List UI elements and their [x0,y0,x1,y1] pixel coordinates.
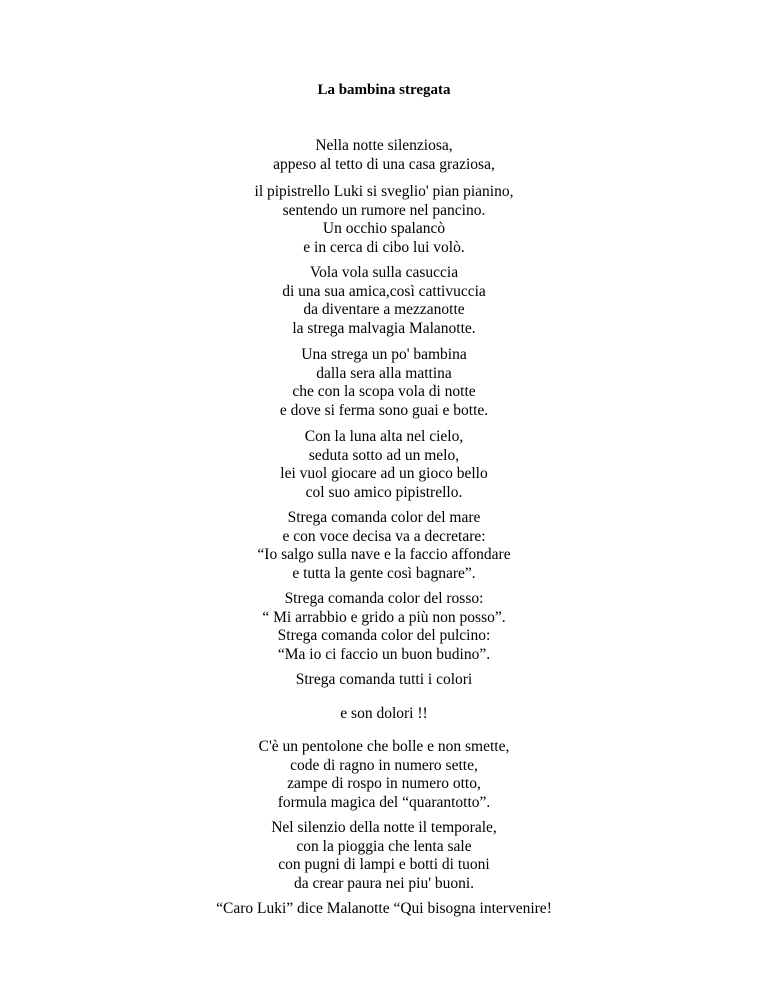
verse-line: “ Mi arrabbio e grido a più non posso”. [262,608,506,626]
verse-line: e dove si ferma sono guai e botte. [279,401,489,419]
stanza [0,183,768,257]
stanza [0,819,768,893]
stanza [0,671,768,690]
verse-line: Vola vola sulla casuccia [309,264,459,281]
stanza [0,590,768,664]
verse-line: Strega comanda tutti i colori [295,671,473,688]
verse-line: e tutta la gente così bagnare”. [292,564,476,582]
verse-line: lei vuol giocare ad un gioco bello [280,465,488,483]
verse-line: dalla sera alla mattina [316,364,452,382]
stanza [0,264,768,338]
verse-line: seduta sotto ad un melo, [308,446,460,464]
verse-line: di una sua amica,così cattivuccia [282,282,486,300]
verse-line: Una strega un po' bambina [301,346,467,363]
verse-line: col suo amico pipistrello. [305,483,463,501]
stanza [0,428,768,502]
verse-line: e in cerca di cibo lui volò. [303,238,465,256]
verse-line: e con voce decisa va a decretare: [282,527,486,545]
verse-line: “Caro Luki” dice Malanotte “Qui bisogna intervenire! [216,900,552,917]
verse-line: Un occhio spalancò [322,220,446,238]
verse-line: Strega comanda color del rosso: [284,590,484,607]
stanza [0,137,768,174]
verse-line: formula magica del “quarantotto”. [277,793,491,811]
stanza [0,900,768,919]
stanza [0,738,768,812]
verse-line: con la pioggia che lenta sale [296,837,472,855]
verse-line: Con la luna alta nel cielo, [304,428,464,445]
verse-line: C'è un pentolone che bolle e non smette, [258,738,510,755]
verse-line: “Ma io ci faccio un buon budino”. [277,645,491,663]
verse-line: Strega comanda color del pulcino: [277,627,491,645]
verse-line: zampe di rospo in numero otto, [287,775,481,793]
verse-line: code di ragno in numero sette, [290,756,478,774]
verse-line: con pugni di lampi e botti di tuoni [278,856,490,874]
verse-line: e son dolori !! [340,705,428,722]
verse-line: Nella notte silenziosa, [315,137,453,154]
stanza [0,509,768,583]
verse-line: da crear paura nei piu' buoni. [293,874,475,892]
verse-line: che con la scopa vola di notte [292,383,476,401]
stanza [0,346,768,420]
verse-line: sentendo un rumore nel pancino. [282,201,486,219]
verse-line: la strega malvagia Malanotte. [292,319,476,337]
verse-line: da diventare a mezzanotte [303,301,465,319]
verse-line: appeso al tetto di una casa graziosa, [273,155,495,173]
poem-title: La bambina stregata [317,82,451,98]
verse-line: Nel silenzio della notte il temporale, [271,819,497,836]
stanza [0,705,768,724]
verse-line: il pipistrello Luki si sveglio' pian pianino, [254,183,514,200]
verse-line: “Io salgo sulla nave e la faccio affondare [257,546,511,564]
verse-line: Strega comanda color del mare [287,509,481,526]
